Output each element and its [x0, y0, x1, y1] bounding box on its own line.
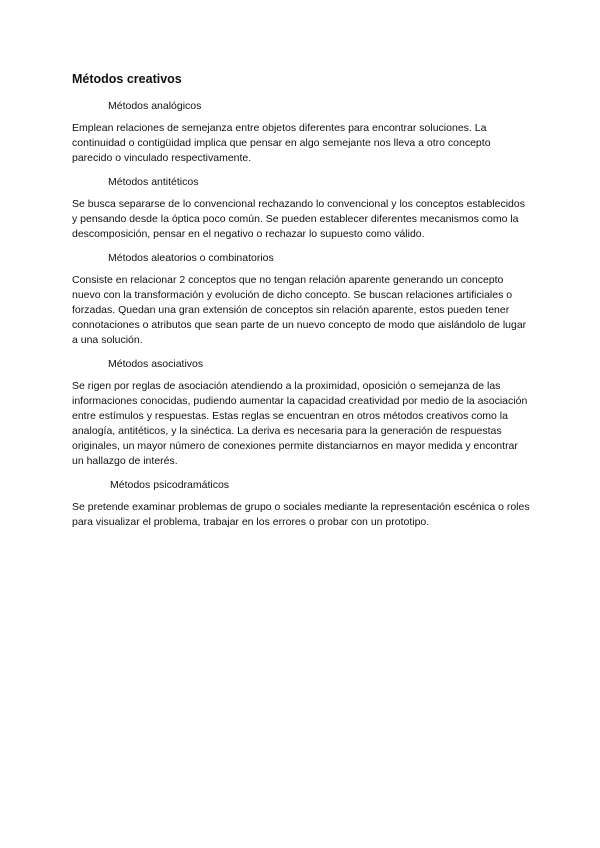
section-heading-aleatorios: Métodos aleatorios o combinatorios — [108, 252, 274, 264]
document-page — [72, 70, 532, 539]
section-paragraph-asociativos: Se rigen por reglas de asociación atendiendo a la proximidad, oposición o semejanza de las informaciones conocidas, pudiendo aumentar la capacidad creatividad por medio de la asociación entre estímulos y respuestas. Estas reglas se encuentran en otros métodos creativos como la analogía, antitéticos, y la sinéctica. La deriva es necesaria para la generación de respuestas originales, un mayor número de conexiones permite distanciarnos en mayor medida y encontrar un hallazgo de interés. — [72, 380, 528, 467]
section-paragraph-antiteticos: Se busca separarse de lo convencional rechazando lo convencional y los conceptos establecidos y pensando desde la óptica poco común. Se pueden establecer diferentes mecanismos como la descomposición, pensar en el negativo o rechazar lo supuesto como válido. — [72, 198, 525, 240]
section-heading-analogicos: Métodos analógicos — [108, 100, 202, 112]
section-heading-psicodramaticos: Métodos psicodramáticos — [110, 479, 230, 491]
section-paragraph-aleatorios: Consiste en relacionar 2 conceptos que no tengan relación aparente generando un concepto nuevo con la transformación y evolución de dicho concepto. Se buscan relaciones artificiales o forzadas. Quedan una gran extensión de conceptos sin relación aparente, estos pueden tener connotaciones o atributos que sean parte de un nuevo concepto de modo que aislándolo de lugar a una solución. — [72, 274, 527, 346]
section-heading-antiteticos: Métodos antitéticos — [108, 176, 199, 188]
section-heading-asociativos: Métodos asociativos — [108, 358, 204, 370]
page-title: Métodos creativos — [72, 72, 182, 86]
section-paragraph-analogicos: Emplean relaciones de semejanza entre objetos diferentes para encontrar soluciones. La continuidad o contigüidad implica que pensar en algo semejante nos lleva a otro concepto parecido o vinculado respectivamente. — [72, 122, 491, 164]
section-paragraph-psicodramaticos: Se pretende examinar problemas de grupo o sociales mediante la representación escénica o roles para visualizar el problema, trabajar en los errores o probar con un prototipo. — [72, 501, 530, 528]
